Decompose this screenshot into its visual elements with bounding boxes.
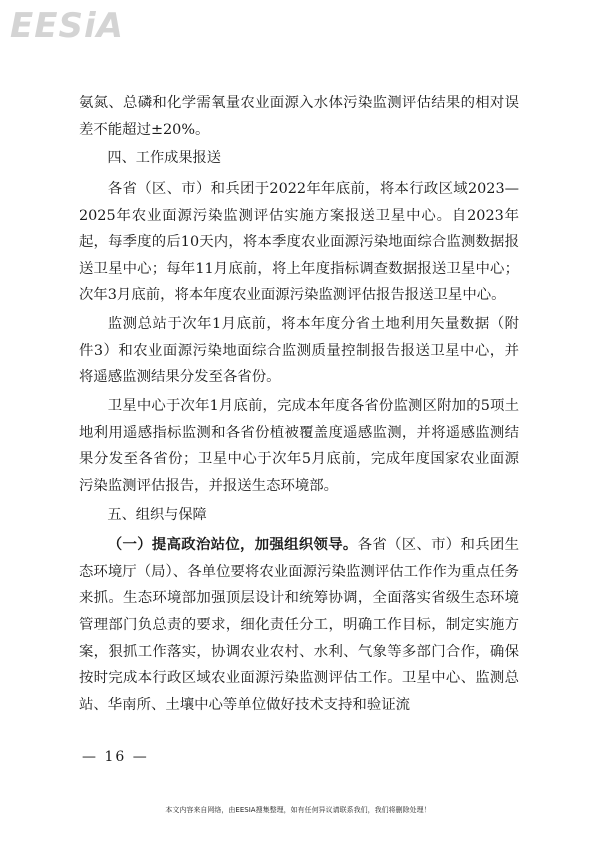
paragraph-satellite-center: 卫星中心于次年1月底前，完成本年度各省份监测区附加的5项土地利用遥感指标监测和各省份植被覆盖度遥感监测，并将遥感监测结果分发至各省份；卫星中心于次年5月底前，完成年度国家农业面源污染监测评估报告，并报送生态环境部。 (79, 398, 519, 494)
section-heading-5: 五、组织与保障 (107, 506, 207, 523)
document-body (79, 90, 519, 721)
footer-disclaimer: 本文内容来自网络，由EESIA搜集整理，如有任何异议请联系我们，我们将删除处理！ (165, 806, 431, 814)
paragraph-report-schedule: 各省（区、市）和兵团于2022年年底前，将本行政区域2023—2025年农业面源污染监测评估实施方案报送卫星中心。自2023年起，每季度的后10天内，将本季度农业面源污染地面综合监测数据报送卫星中心；每年11月底前，将上年度指标调查数据报送卫星中心；次年3月底前，将本年度农业面源污染监测评估报告报送卫星中心。 (79, 180, 519, 304)
paragraph-continuation: 氨氮、总磷和化学需氧量农业面源入水体污染监测评估结果的相对误差不能超过±20%。 (79, 95, 519, 138)
paragraph-monitoring-station: 监测总站于次年1月底前，将本年度分省土地利用矢量数据（附件3）和农业面源污染地面综合监测质量控制报告报送卫星中心，并将遥感监测结果分发至各省份。 (79, 316, 519, 386)
page-number: — 16 — (82, 749, 149, 765)
eesia-logo: EESiA (10, 6, 124, 46)
paragraph-organization (79, 532, 519, 718)
paragraph-organization-text: 各省（区、市）和兵团生态环境厅（局）、各单位要将农业面源污染监测评估工作作为重点任务来抓。生态环境部加强顶层设计和统筹协调，全面落实省级生态环境管理部门负总责的要求，细化责任分工，明确工作目标，制定实施方案，狠抓工作落实，协调农业农村、水利、气象等多部门合作，确保按时完成本行政区域农业面源污染监测评估工作。卫星中心、监测总站、华南所、土壤中心等单位做好技术支持和验证流 (79, 537, 519, 713)
section-heading-4: 四、工作成果报送 (107, 150, 221, 167)
paragraph-lead: （一）提高政治站位，加强组织领导。 (107, 536, 358, 554)
